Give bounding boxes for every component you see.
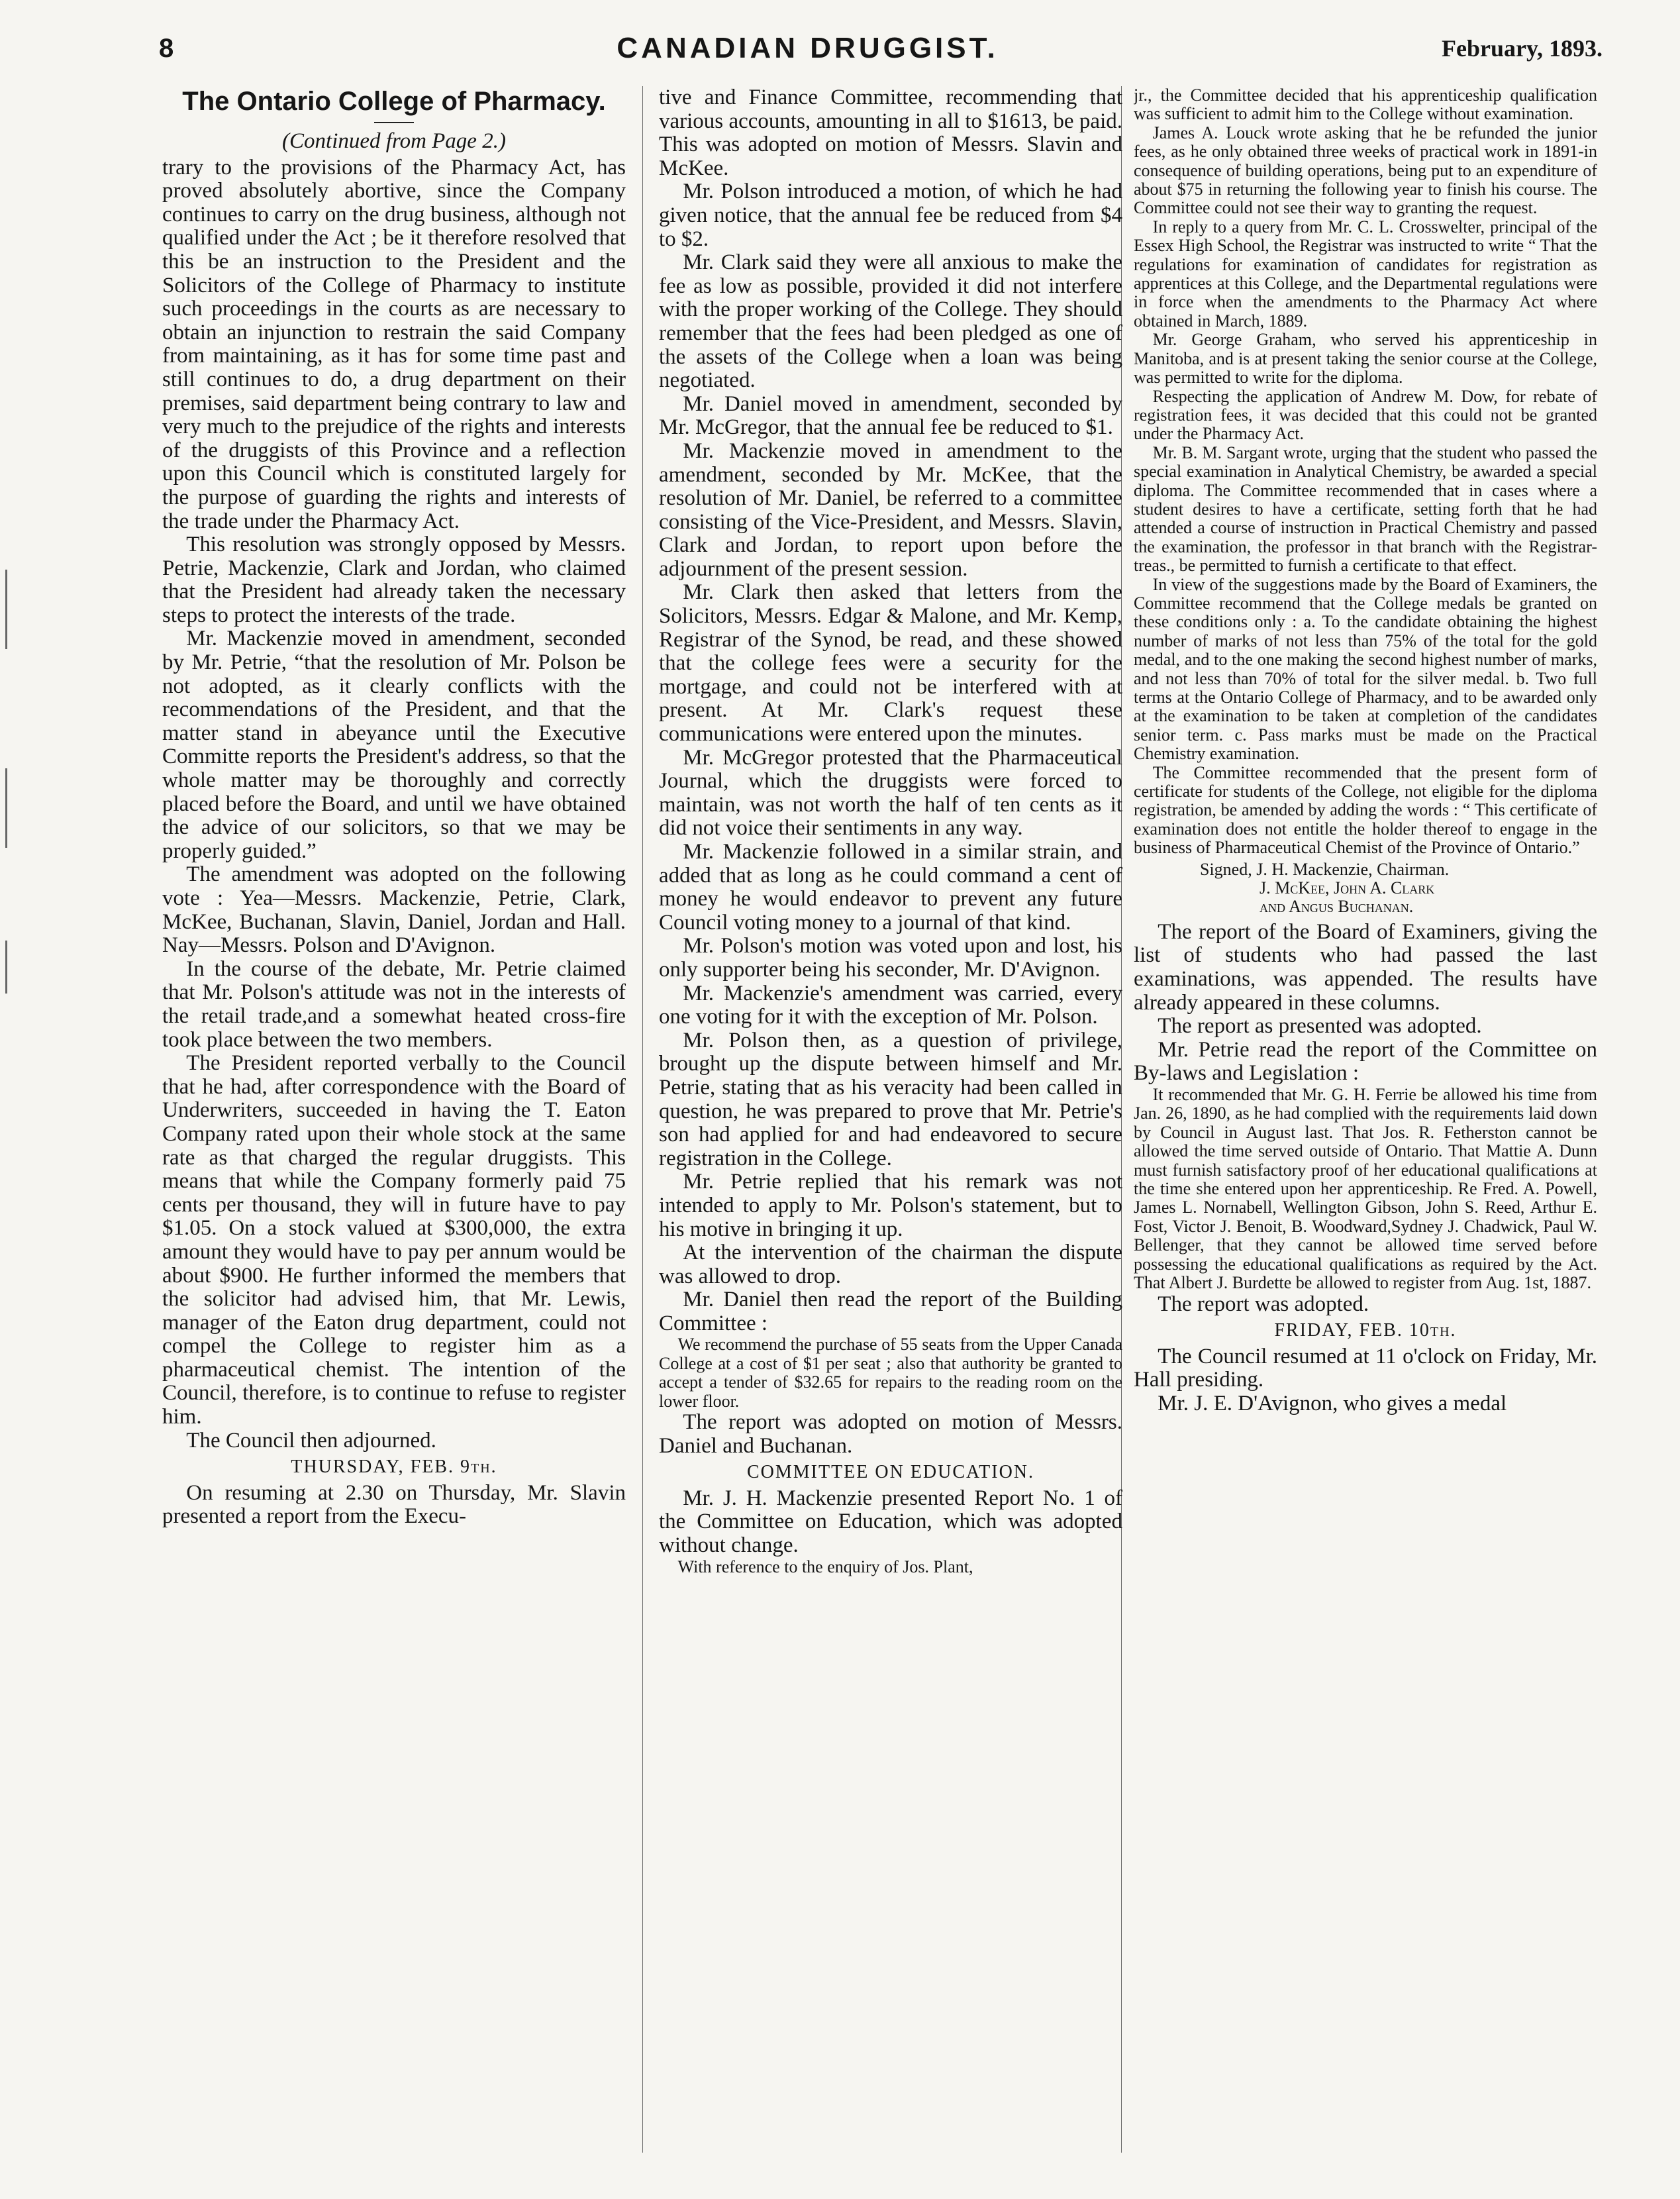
margin-mark bbox=[5, 941, 7, 994]
paragraph: James A. Louck wrote asking that he be refunded the junior fees, as he only obtained three weeks of practical work in 1891-in consequence of building operations, being put to an expenditure of about $75 in returning the following year to finish his course. The Committee could not see their way to granting the request. bbox=[1134, 123, 1597, 218]
page-header bbox=[159, 19, 1603, 78]
section-heading-thursday: THURSDAY, FEB. 9th. bbox=[291, 1457, 497, 1478]
paragraph: The report as presented was adopted. bbox=[1158, 1014, 1482, 1039]
paragraph: Mr. Mackenzie moved in amendment, seconded by Mr. Petrie, “that the resolution of Mr. Polson be not adopted, as it clearly conflicts with the recommendations of the President, and that the matter stand in abeyance until the Executive Committe reports the President's address, so that the whole matter may be thoroughly and correctly placed before the Board, and until we have obtained the advice of our solicitors, so that we may be properly guided.” bbox=[162, 627, 626, 863]
paragraph: Mr. Clark then asked that letters from the Solicitors, Messrs. Edgar & Malone, and Mr. Kemp, Registrar of the Synod, be read, and these showed that the college fees were a security for the mortgage, and could not be interfered with at present. At Mr. Clark's request these communications were entered upon the minutes. bbox=[659, 580, 1122, 746]
paragraph: Mr. Polson then, as a question of privilege, brought up the dispute between himself and Mr. Petrie, stating that as his veracity had been called in question, he was prepared to prove that Mr. Petrie's son had applied for and had endeavored to secure registration in the College. bbox=[659, 1028, 1122, 1170]
section-heading-education: COMMITTEE ON EDUCATION. bbox=[746, 1462, 1035, 1483]
paragraph: Mr. McGregor protested that the Pharmaceutical Journal, which the druggists were forced to maintain, was not worth the half of ten cents as it did not voice their sentiments in any way. bbox=[659, 745, 1122, 841]
building-report: We recommend the purchase of 55 seats from the Upper Canada College at a cost of $1 per seat ; also that authority be granted to accept a tender of $32.65 for repairs to the reading room on the lower floor. bbox=[659, 1335, 1122, 1411]
paragraph: The President reported verbally to the Council that he had, after correspondence with the Board of Underwriters, succeeded in having the T. Eaton Company rated upon their whole stock at the same rate as that charged the regular druggists. This means that while the Company formerly paid 75 cents per thousand, they will in future have to pay $1.05. On a stock valued at $300,000, the extra amount they would have to pay per annum would be about $900. He further informed the members that the solicitor had advised him, that Mr. Lewis, manager of the Eaton drug department, could not compel the College to register him as a pharmaceutical chemist. The intention of the Council, therefore, is to continue to refuse to register him. bbox=[162, 1051, 626, 1429]
margin-mark bbox=[5, 570, 7, 649]
masthead: CANADIAN DRUGGIST. bbox=[617, 32, 999, 64]
signature-block bbox=[1134, 860, 1597, 917]
paragraph: Mr. Daniel then read the report of the Building Committee : bbox=[659, 1288, 1122, 1335]
paragraph: The Council then adjourned. bbox=[186, 1428, 436, 1453]
paragraph: In view of the suggestions made by the Board of Examiners, the Committee recommend that the College medals be granted on these conditions only : a. To the candidate obtaining the highest number of marks of not less than 75% of the total for the gold medal, and to the one making the second highest number of marks, and not less than 70% of total for the silver medal. b. Two full terms at the Ontario College of Pharmacy, and to be awarded only at the examination to be taken at completion of the candidates senior term. c. Pass marks must be made on the Practical Chemistry examination. bbox=[1134, 574, 1597, 764]
paragraph: The Council resumed at 11 o'clock on Friday, Mr. Hall presiding. bbox=[1134, 1344, 1597, 1392]
article-title: The Ontario College of Pharmacy. bbox=[182, 87, 606, 116]
paragraph: In the course of the debate, Mr. Petrie claimed that Mr. Polson's attitude was not in the interests of the retail trade,and a somewhat heated cross-fire took place between the two members. bbox=[162, 956, 626, 1052]
paragraph: Mr. Polson introduced a motion, of which he had given notice, that the annual fee be reduced from $4 to $2. bbox=[659, 179, 1122, 251]
large-text-block bbox=[1134, 1293, 1597, 1416]
paragraph: trary to the provisions of the Pharmacy Act, has proved absolutely abortive, since the Company continues to carry on the drug business, although not qualified under the Act ; be it therefore resolved that this be an instruction to the President and the Solicitors of the College of Pharmacy to institute such proceedings in the courts as are necessary to obtain an injunction to restrain the said Company from maintaining, as it has for some time past and still continues to do, a drug department on their premises, said department being contrary to law and very much to the prejudice of the rights and interests of the druggists of this Province and a reflection upon this Council which is constituted largely for the purpose of guarding the rights and interests of the trade under the Pharmacy Act. bbox=[162, 155, 626, 533]
margin-mark bbox=[5, 768, 7, 848]
paragraph: tive and Finance Committee, recommending that various accounts, amounting in all to $1613, be paid. This was adopted on motion of Messrs. Slavin and McKee. bbox=[659, 86, 1122, 180]
paragraph: Mr. Mackenzie moved in amendment to the amendment, seconded by Mr. McKee, that the resolution of Mr. Daniel, be referred to a committee consisting of the Vice-President, and Messrs. Slavin, Clark and Jordan, to report upon before the adjournment of the present session. bbox=[659, 438, 1122, 581]
title-divider bbox=[374, 122, 414, 123]
paragraph: In reply to a query from Mr. C. L. Crosswelter, principal of the Essex High School, the Registrar was instructed to write “ That the regulations for examination of candidates for registration as apprentices at this College, and the Departmental regulations were in force when the amendments to the Pharmacy Act where obtained in March, 1889. bbox=[1134, 217, 1597, 331]
paragraph: The report was adopted. bbox=[1158, 1292, 1369, 1316]
signature-line: J. McKee, John A. Clark bbox=[1260, 878, 1435, 898]
paragraph: Mr. Daniel moved in amendment, seconded by Mr. McGregor, that the annual fee be reduced to $1. bbox=[659, 391, 1122, 440]
signature-line: and Angus Buchanan. bbox=[1260, 897, 1414, 917]
paragraph: Mr. Mackenzie's amendment was carried, every one voting for it with the exception of Mr. Polson. bbox=[659, 981, 1122, 1029]
paragraph: Mr. J. E. D'Avignon, who gives a medal bbox=[1158, 1391, 1507, 1415]
issue-date: February, 1893. bbox=[1442, 35, 1603, 62]
paragraph: Mr. Mackenzie followed in a similar strain, and added that as long as he could command a cent of money he would endeavor to prevent any future Council voting money to a journal of that kind. bbox=[659, 840, 1122, 935]
paragraph: The amendment was adopted on the following vote : Yea—Messrs. Mackenzie, Petrie, Clark, McKee, Buchanan, Slavin, Daniel, Jordan and Hall. Nay—Messrs. Polson and D'Avignon. bbox=[162, 862, 626, 958]
column-3 bbox=[1134, 86, 1597, 2173]
paragraph: Mr. J. H. Mackenzie presented Report No. 1 of the Committee on Education, which was adopted without change. bbox=[659, 1486, 1122, 1558]
page-number: 8 bbox=[159, 33, 174, 63]
paragraph: Respecting the application of Andrew M. Dow, for rebate of registration fees, it was decided that this could not be granted under the Pharmacy Act. bbox=[1134, 386, 1597, 444]
paragraph: Mr. Petrie read the report of the Committee on By-laws and Legislation : bbox=[1134, 1037, 1597, 1086]
paragraph: On resuming at 2.30 on Thursday, Mr. Slavin presented a report from the Execu- bbox=[162, 1480, 626, 1529]
column-2 bbox=[659, 86, 1122, 2173]
large-text-block bbox=[1134, 921, 1597, 1086]
paragraph: The report was adopted on motion of Messrs. Daniel and Buchanan. bbox=[659, 1410, 1122, 1458]
paragraph: The report of the Board of Examiners, giving the list of students who had passed the last examinations, was appended. The results have already appeared in these columns. bbox=[1134, 919, 1597, 1015]
paragraph: Mr. Polson's motion was voted upon and lost, his only supporter being his seconder, Mr. D'Avignon. bbox=[659, 934, 1122, 982]
paragraph: At the intervention of the chairman the dispute was allowed to drop. bbox=[659, 1241, 1122, 1288]
bylaws-report: It recommended that Mr. G. H. Ferrie be allowed his time from Jan. 26, 1890, as he had complied with the requirements laid down by Council in August last. That Jos. R. Fetherston cannot be allowed the time served outside of Ontario. That Mattie A. Dunn must furnish satisfactory proof of her educational qualifications at the time she entered upon her apprenticeship. Re Fred. A. Powell, James L. Nornabell, Wellington Gibson, John S. Reed, Arthur E. Fost, Victor J. Benoit, B. Woodward,Sydney J. Chadwick, Paul W. Bellenger, that they cannot be allowed time served before possessing the educational qualifications as required by the Act. That Albert J. Burdette be allowed to register from Aug. 1st, 1887. bbox=[1134, 1085, 1597, 1293]
paragraph: This resolution was strongly opposed by Messrs. Petrie, Mackenzie, Clark and Jordan, who claimed that the President had already taken the necessary steps to protect the interests of the trade. bbox=[162, 533, 626, 627]
column-rule bbox=[642, 86, 643, 2153]
paragraph: Mr. George Graham, who served his apprenticeship in Manitoba, and is at present taking the senior course at the College, was permitted to write for the diploma. bbox=[1134, 330, 1597, 387]
section-heading-friday: FRIDAY, FEB. 10th. bbox=[1274, 1320, 1457, 1341]
paragraph: jr., the Committee decided that his apprenticeship qualification was sufficient to admit him to the College without examination. bbox=[1134, 86, 1597, 124]
signature-line: Signed, J. H. Mackenzie, Chairman. bbox=[1200, 859, 1450, 879]
paragraph: With reference to the enquiry of Jos. Plant, bbox=[677, 1557, 973, 1576]
paragraph: The Committee recommended that the present form of certificate for students of the College, not eligible for the diploma registration, be amended by adding the words : “ This certificate of examination does not entitle the holder thereof to engage in the business of Pharmaceutical Chemist of the Province of Ontario.” bbox=[1134, 762, 1597, 858]
continued-note: (Continued from Page 2.) bbox=[282, 129, 506, 153]
paragraph: Mr. Clark said they were all anxious to make the fee as low as possible, provided it did not interfere with the proper working of the College. They should remember that the fees had been pledged as one of the assets of the College when a loan was being negotiated. bbox=[659, 250, 1122, 393]
column-1 bbox=[162, 86, 626, 2173]
paragraph: Mr. Petrie replied that his remark was not intended to apply to Mr. Polson's statement, but to his motive in bringing it up. bbox=[659, 1170, 1122, 1241]
paragraph: Mr. B. M. Sargant wrote, urging that the student who passed the special examination in Analytical Chemistry, be awarded a special diploma. The Committee recommended that in cases where a student desires to have a certificate, setting forth that he had attended a course of instruction in Practical Chemistry and passed the examination, the professor in that branch with the Registrar-treas., be permitted to furnish a certificate to that effect. bbox=[1134, 442, 1597, 576]
